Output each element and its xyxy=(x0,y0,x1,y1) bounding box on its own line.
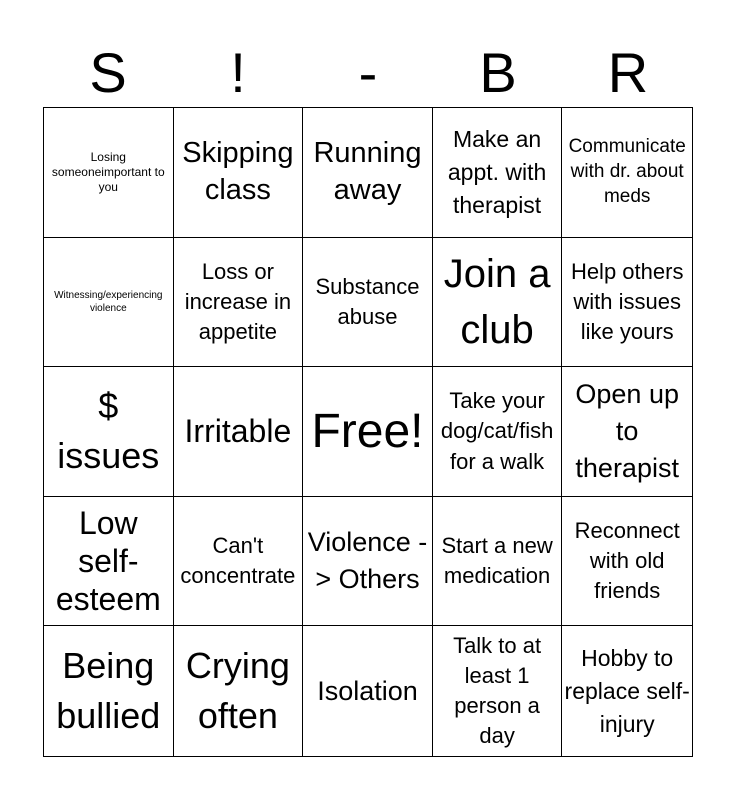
cell-text: Running away xyxy=(313,136,422,207)
cell-text: Start a new medication xyxy=(441,532,553,589)
cell-text: Hobby to replace self-injury xyxy=(564,644,690,737)
bingo-cell[interactable] xyxy=(303,626,433,756)
cell-text: Help others with issues like yours xyxy=(570,258,684,344)
bingo-cell[interactable] xyxy=(174,238,304,368)
bingo-board xyxy=(43,107,693,757)
bingo-cell[interactable] xyxy=(44,497,174,627)
cell-text: Violence -> Others xyxy=(307,526,428,595)
header-letter-3: - xyxy=(358,41,378,104)
cell-text: Reconnect with old friends xyxy=(574,517,680,604)
cell-text: Open up to therapist xyxy=(575,378,679,484)
bingo-cell[interactable] xyxy=(44,108,174,238)
header-letter-5: R xyxy=(607,41,649,104)
cell-text: Crying often xyxy=(185,644,290,737)
bingo-cell[interactable] xyxy=(303,238,433,368)
free-space-text: Free! xyxy=(311,404,424,458)
cell-text: Irritable xyxy=(184,413,292,450)
bingo-cell[interactable] xyxy=(433,108,563,238)
bingo-cell[interactable] xyxy=(174,497,304,627)
bingo-cell[interactable] xyxy=(433,497,563,627)
bingo-cell free-space[interactable] xyxy=(303,367,433,497)
cell-text: Join a club xyxy=(443,251,551,352)
bingo-cell[interactable] xyxy=(44,367,174,497)
cell-text: Skipping class xyxy=(182,136,294,207)
cell-text: $ issues xyxy=(57,385,160,477)
cell-text: Talk to at least 1 person a day xyxy=(453,632,542,749)
cell-text: Communicate with dr. about meds xyxy=(568,136,686,207)
bingo-header xyxy=(43,38,693,108)
bingo-cell[interactable] xyxy=(433,367,563,497)
cell-text: Being bullied xyxy=(56,644,161,737)
cell-text: Loss or increase in appetite xyxy=(184,258,292,344)
bingo-cell[interactable] xyxy=(174,626,304,756)
header-letter-1: S xyxy=(89,41,127,104)
bingo-cell[interactable] xyxy=(562,626,692,756)
bingo-cell[interactable] xyxy=(562,497,692,627)
bingo-cell[interactable] xyxy=(44,626,174,756)
bingo-cell[interactable] xyxy=(303,497,433,627)
cell-text: Losing someoneimportant to you xyxy=(51,149,165,194)
bingo-cell[interactable] xyxy=(174,367,304,497)
cell-text: Low self-esteem xyxy=(55,504,161,618)
bingo-cell[interactable] xyxy=(562,108,692,238)
bingo-cell[interactable] xyxy=(174,108,304,238)
cell-text: Witnessing/experiencing violence xyxy=(54,289,163,314)
bingo-cell[interactable] xyxy=(562,367,692,497)
cell-text: Substance abuse xyxy=(315,273,420,329)
bingo-cell[interactable] xyxy=(433,626,563,756)
header-letter-2: ! xyxy=(230,41,246,104)
cell-text: Take your dog/cat/fish for a walk xyxy=(440,388,554,474)
bingo-cell[interactable] xyxy=(433,238,563,368)
cell-text: Can't concentrate xyxy=(180,532,296,589)
cell-text: Make an appt. with therapist xyxy=(447,125,547,218)
bingo-cell[interactable] xyxy=(562,238,692,368)
cell-text: Isolation xyxy=(317,675,418,706)
bingo-cell[interactable] xyxy=(303,108,433,238)
header-letter-4: B xyxy=(479,41,517,104)
bingo-cell[interactable] xyxy=(44,238,174,368)
